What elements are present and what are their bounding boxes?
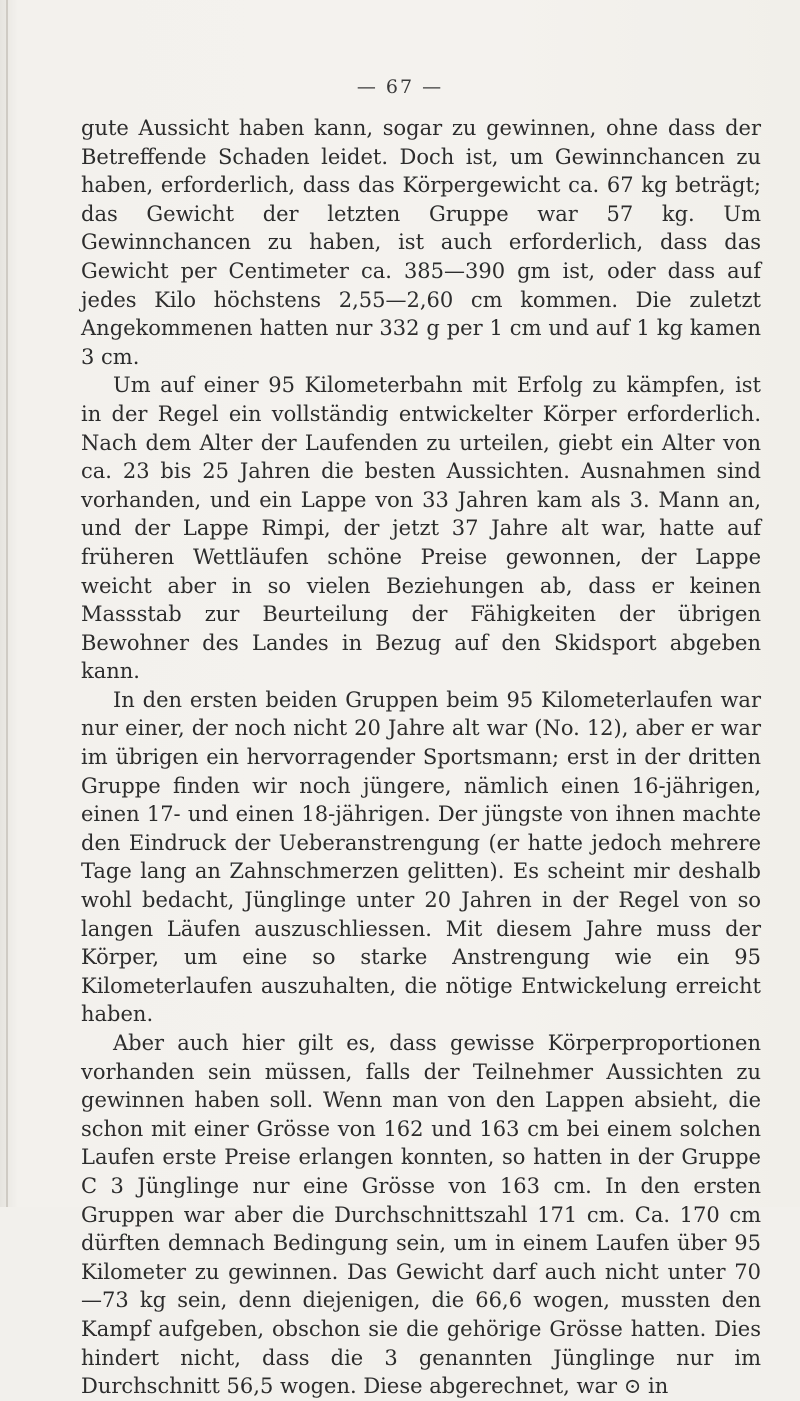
body-text — [81, 114, 761, 1401]
paragraph-1: gute Aussicht haben kann, sogar zu gewinnen, ohne dass der Betreffende Schaden leidet. Doch ist, um Gewinnchancen zu haben, erforderlich, dass das Körpergewicht ca. 67 kg beträgt; das Gewicht der letzten Gruppe war 57 kg. Um Gewinnchancen zu haben, ist auch erforderlich, dass das Gewicht per Centimeter ca. 385—390 gm ist, oder dass auf jedes Kilo höchstens 2,55—2,60 cm kommen. Die zuletzt Angekommenen hatten nur 332 g per 1 cm und auf 1 kg kamen 3 cm. — [81, 116, 761, 369]
paragraph-4: Aber auch hier gilt es, dass gewisse Körperproportionen vorhanden sein müssen, falls der Teilnehmer Aussichten zu gewinnen haben soll. Wenn man von den Lappen absieht, die schon mit einer Grösse von 162 und 163 cm bei einem solchen Laufen erste Preise erlangen konnten, so hatten in der Gruppe C 3 Jünglinge nur eine Grösse von 163 cm. In den ersten Gruppen war aber die Durchschnittszahl 171 cm. Ca. 170 cm dürften demnach Bedingung sein, um in einem Laufen über 95 Kilometer zu gewinnen. Das Gewicht darf auch nicht unter 70—73 kg sein, denn diejenigen, die 66,6 wogen, mussten den Kampf aufgeben, obschon sie die gehörige Grösse hatten. Dies hindert nicht, dass die 3 genannten Jünglinge nur im Durchschnitt 56,5 wogen. Diese abgerechnet, war ⊙ in — [81, 1031, 761, 1399]
page-number: — 67 — — [356, 76, 444, 98]
paragraph-2: Um auf einer 95 Kilometerbahn mit Erfolg zu kämpfen, ist in der Regel ein vollständig entwickelter Körper erforderlich. Nach dem Alter der Laufenden zu urteilen, giebt ein Alter von ca. 23 bis 25 Jahren die besten Aussichten. Ausnahmen sind vorhanden, und ein Lappe von 33 Jahren kam als 3. Mann an, und der Lappe Rimpi, der jetzt 37 Jahre alt war, hatte auf früheren Wettläufen schöne Preise gewonnen, der Lappe weicht aber in so vielen Beziehungen ab, dass er keinen Massstab zur Beurteilung der Fähigkeiten der übrigen Bewohner des Landes in Bezug auf den Skidsport abgeben kann. — [81, 373, 761, 684]
page-gutter-edge — [6, 0, 8, 1207]
paragraph-3: In den ersten beiden Gruppen beim 95 Kilometerlaufen war nur einer, der noch nicht 20 Jahre alt war (No. 12), aber er war im übrigen ein hervorragender Sportsmann; erst in der dritten Gruppe finden wir noch jüngere, nämlich einen 16-jährigen, einen 17- und einen 18-jährigen. Der jüngste von ihnen machte den Eindruck der Ueberanstrengung (er hatte jedoch mehrere Tage lang an Zahnschmerzen gelitten). Es scheint mir deshalb wohl bedacht, Jünglinge unter 20 Jahren in der Regel von so langen Läufen auszuschliessen. Mit diesem Jahre muss der Körper, um eine so starke Anstrengung wie ein 95 Kilometerlaufen auszuhalten, die nötige Entwickelung erreicht haben. — [81, 687, 761, 1027]
